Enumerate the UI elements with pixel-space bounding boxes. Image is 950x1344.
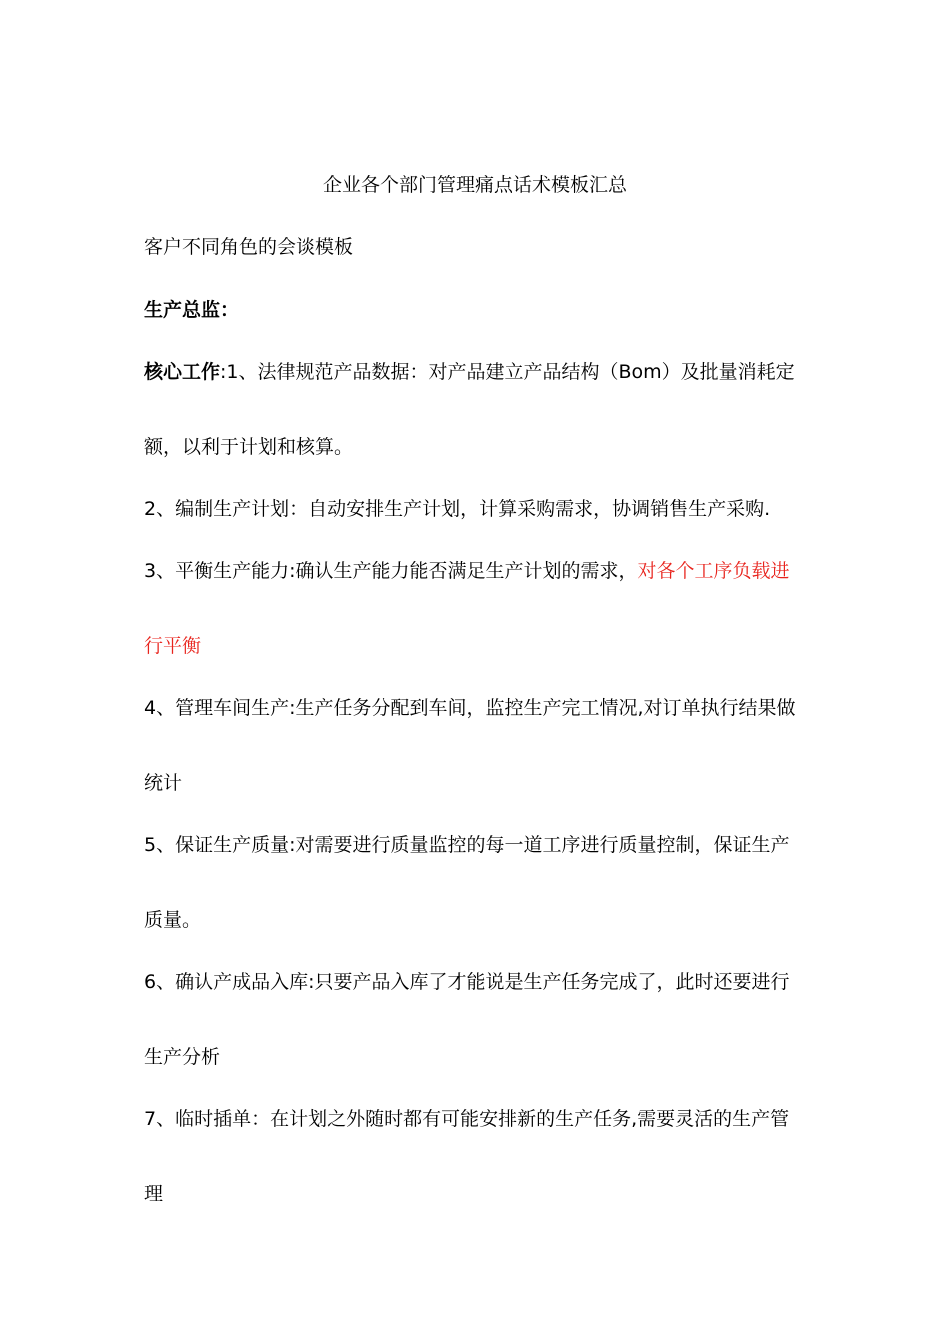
item-5-line-1: 5、保证生产质量:对需要进行质量监控的每一道工序进行质量控制，保证生产 xyxy=(144,834,790,856)
item-1-text: :1、法律规范产品数据：对产品建立产品结构（Bom）及批量消耗定 xyxy=(220,361,795,383)
item-1-line-2: 额，以利于计划和核算。 xyxy=(144,436,354,458)
item-6-line-1: 6、确认产成品入库:只要产品入库了才能说是生产任务完成了，此时还要进行 xyxy=(144,971,790,993)
item-7-line-2: 理 xyxy=(144,1183,164,1205)
item-2-line-1: 2、编制生产计划：自动安排生产计划，计算采购需求，协调销售生产采购. xyxy=(144,498,771,520)
item-3-highlight: 对各个工序负载进 xyxy=(637,560,790,582)
item-4-line-2: 统计 xyxy=(144,772,183,794)
document-subtitle: 客户不同角色的会谈模板 xyxy=(144,236,354,258)
item-7-line-1: 7、临时插单：在计划之外随时都有可能安排新的生产任务,需要灵活的生产管 xyxy=(144,1108,790,1130)
item-5-line-2: 质量。 xyxy=(144,909,202,931)
item-4-line-1: 4、管理车间生产:生产任务分配到车间，监控生产完工情况,对订单执行结果做 xyxy=(144,697,796,719)
item-3-text: 3、平衡生产能力:确认生产能力能否满足生产计划的需求， xyxy=(144,560,638,582)
item-3-line-2: 行平衡 xyxy=(144,635,202,657)
item-1-line-1 xyxy=(144,359,806,385)
item-3-line-1 xyxy=(144,558,806,584)
core-work-label: 核心工作 xyxy=(144,361,221,383)
document-title: 企业各个部门管理痛点话术模板汇总 xyxy=(322,174,627,196)
section-heading: 生产总监： xyxy=(144,299,240,321)
item-6-line-2: 生产分析 xyxy=(144,1046,221,1068)
